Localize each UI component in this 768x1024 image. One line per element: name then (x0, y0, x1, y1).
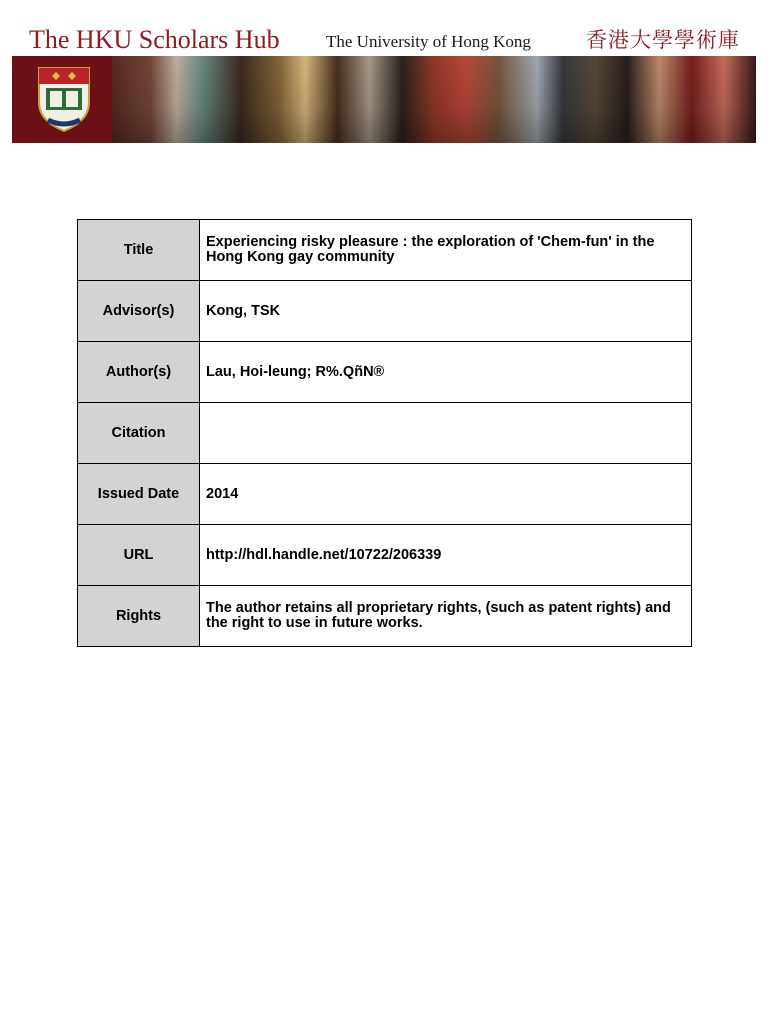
row-label-title: Title (78, 220, 200, 281)
row-label-advisor: Advisor(s) (78, 281, 200, 342)
row-value-author: Lau, Hoi-leung; R%.QñN® (200, 342, 692, 403)
row-label-url: URL (78, 525, 200, 586)
row-label-rights: Rights (78, 586, 200, 647)
row-value-url[interactable]: http://hdl.handle.net/10722/206339 (200, 525, 692, 586)
row-value-advisor: Kong, TSK (200, 281, 692, 342)
table-row (78, 586, 692, 647)
table-row (78, 464, 692, 525)
table-row (78, 403, 692, 464)
row-label-issued-date: Issued Date (78, 464, 200, 525)
row-value-title: Experiencing risky pleasure : the exploration of 'Chem-fun' in the Hong Kong gay community (200, 220, 692, 281)
hku-crest-icon (34, 64, 94, 134)
row-value-citation (200, 403, 692, 464)
row-label-author: Author(s) (78, 342, 200, 403)
header-banner (12, 56, 756, 143)
page-header (0, 24, 768, 56)
university-name: The University of Hong Kong (326, 32, 531, 51)
banner-shade (112, 56, 756, 143)
row-label-citation: Citation (78, 403, 200, 464)
table-row (78, 342, 692, 403)
table-row (78, 281, 692, 342)
chinese-name: 香港大學學術庫 (586, 28, 740, 52)
table-row (78, 220, 692, 281)
hub-title: The HKU Scholars Hub (29, 25, 280, 54)
record-metadata-table (77, 219, 692, 647)
row-value-rights: The author retains all proprietary rights, (such as patent rights) and the right to use in future works. (200, 586, 692, 647)
table-row (78, 525, 692, 586)
row-value-issued-date: 2014 (200, 464, 692, 525)
